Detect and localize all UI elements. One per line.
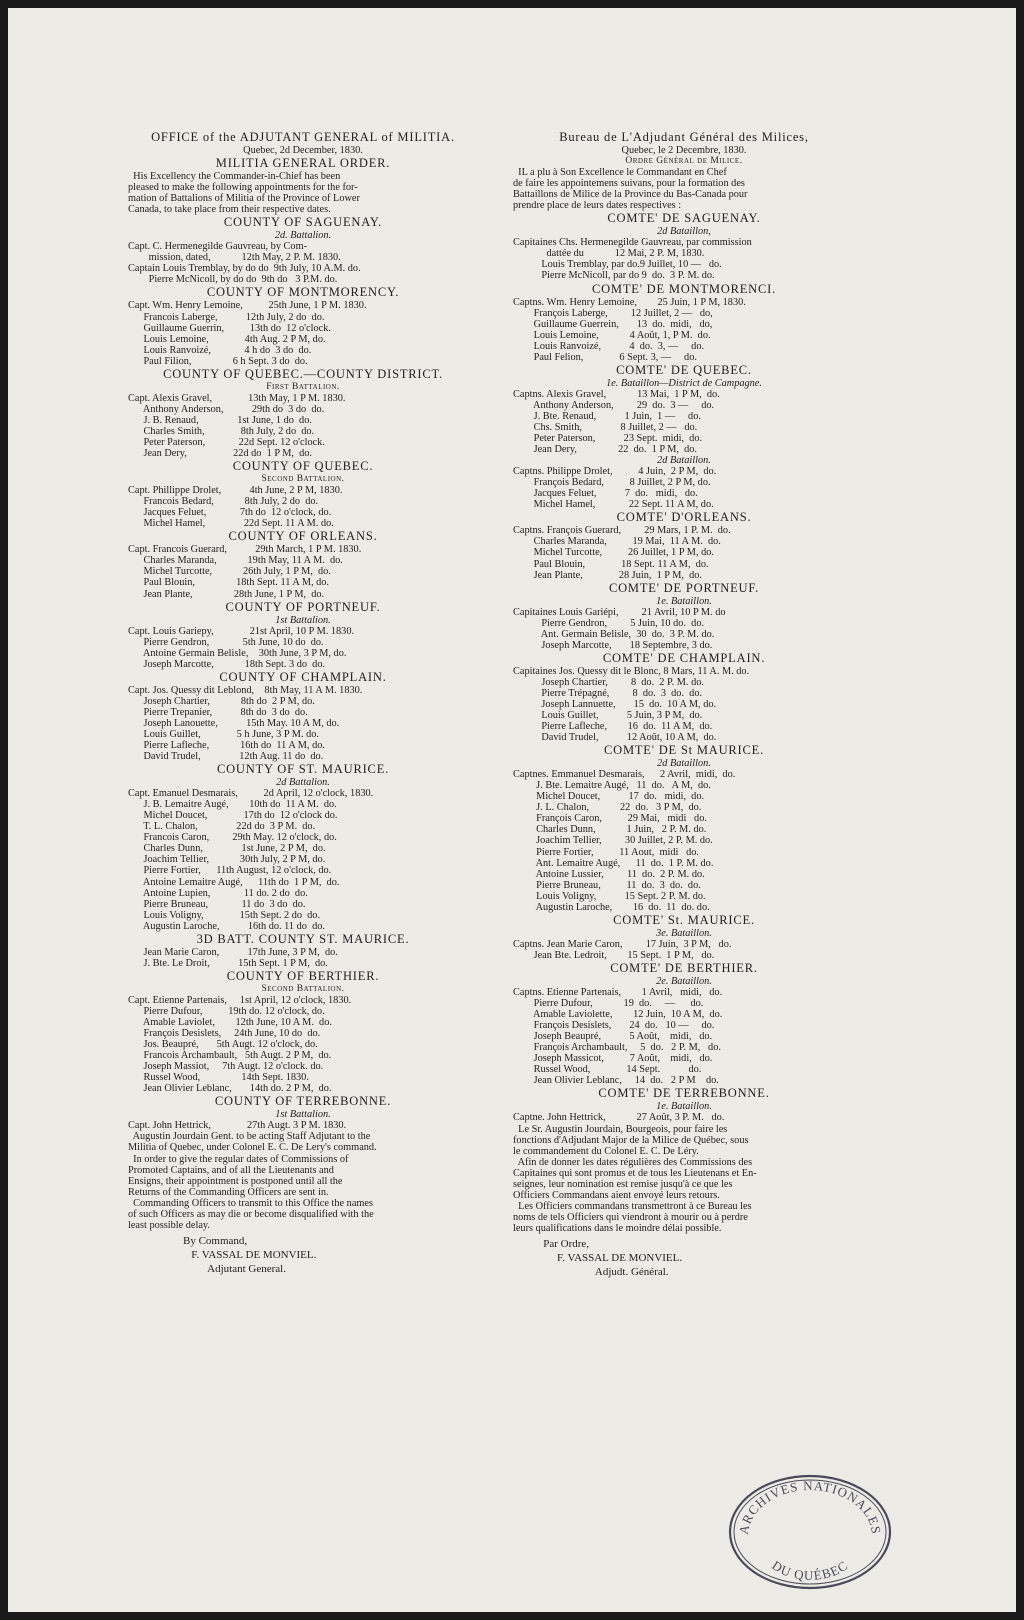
text-line: Militia of Quebec, under Colonel E. C. De Lery's command. bbox=[128, 1142, 377, 1154]
section-heading: COUNTY OF QUEBEC. bbox=[232, 459, 374, 474]
text-line: prendre place de leurs dates respectives : bbox=[513, 200, 682, 212]
english-column bbox=[128, 130, 478, 1276]
text-line: Captns. Philippe Drolet, 4 Juin, 2 P M, do. bbox=[513, 466, 717, 478]
text-line: David Trudel, 12 Août, 10 A M, do. bbox=[513, 732, 717, 744]
text-line: Anthony Anderson, 29 do. 3 — do. bbox=[513, 399, 715, 411]
text-line: Pierre Gendron, 5 Juin, 10 do. do. bbox=[513, 617, 705, 629]
section-heading: COUNTY OF CHAMPLAIN. bbox=[219, 669, 387, 684]
text-line: Amable Laviolette, 12 Juin, 10 A M, do. bbox=[513, 1009, 723, 1021]
text-line: Joseph Marcotte, 18 Septembre, 3 do. bbox=[513, 639, 713, 651]
text-line: mission, dated, 12th May, 2 P. M. 1830. bbox=[128, 252, 341, 264]
text-line: Jean Dery, 22d do 1 P M, do. bbox=[128, 448, 312, 460]
section-heading: COMTE' DE SAGUENAY. bbox=[607, 211, 761, 226]
text-line: His Excellency the Commander-in-Chief has been bbox=[128, 171, 341, 183]
section-heading: OFFICE of the ADJUTANT GENERAL of MILITIA. bbox=[151, 130, 455, 144]
text-line: Augustin Laroche, 16 do. 11 do. do. bbox=[513, 901, 710, 913]
battalion-heading: 3e. Bataillon. bbox=[656, 927, 712, 939]
text-line: Captns. Alexis Gravel, 13 Mai, 1 P M, do. bbox=[513, 388, 720, 400]
text-line: Jean Plante, 28 Juin, 1 P M, do. bbox=[513, 569, 702, 581]
text-line: Jean Olivier Leblanc, 14 do. 2 P M do. bbox=[513, 1075, 719, 1087]
text-line: J. Bte. Le Droit, 15th Sept. 1 P M, do. bbox=[128, 957, 328, 969]
text-line: François Bedard, 8 Juillet, 2 P M, do. bbox=[513, 477, 711, 489]
section-heading: COMTE' DE MONTMORENCI. bbox=[591, 281, 777, 296]
text-line: J. Bte. Lemaitre Augé, 11 do. A M, do. bbox=[513, 780, 711, 792]
text-line: Francois Caron, 29th May. 12 o'clock, do. bbox=[128, 832, 337, 844]
battalion-heading: Second Battalion. bbox=[261, 983, 345, 994]
text-line: Michel Hamel, 22 Sept. 11 A M, do. bbox=[513, 499, 714, 511]
text-line: Charles Dunn, 1st June, 2 P M, do. bbox=[128, 843, 326, 855]
text-line: Paul Felion, 6 Sept. 3, — do. bbox=[513, 351, 697, 363]
text-line: Captain Louis Tremblay, by do do 9th July, 10 A.M. do. bbox=[128, 263, 361, 275]
text-line: Louis Voligny, 15 Sept. 2 P. M. do. bbox=[513, 890, 706, 902]
text-line: Peter Paterson, 22d Sept. 12 o'clock. bbox=[128, 436, 325, 448]
text-line: Louis Voligny, 15th Sept. 2 do do. bbox=[128, 909, 321, 921]
text-line: Capt. Francois Guerard, 29th March, 1 P M. 1830. bbox=[128, 544, 362, 556]
text-line: Joseph Massiot, 7th Augt. 12 o'clock. do. bbox=[128, 1061, 324, 1073]
section-heading: 3D BATT. COUNTY ST. MAURICE. bbox=[196, 931, 410, 946]
section-heading: COUNTY OF ST. MAURICE. bbox=[216, 762, 390, 777]
text-line: Captnes. Emmanuel Desmarais, 2 Avril, midi, do. bbox=[513, 769, 736, 781]
text-line: Louis Lemoine, 4 Août, 1, P M. do. bbox=[513, 329, 711, 341]
text-line: Capitaines Jos. Quessy dit le Blonc, 8 Mars, 11 A. M. do. bbox=[513, 665, 750, 677]
text-line: Joachim Tellier, 30th July, 2 P M, do. bbox=[128, 854, 326, 866]
text-line: Pierre Fortier, 11 Aout, midi do. bbox=[513, 846, 699, 858]
text-line: Capt. Jos. Quessy dit Leblond, 8th May, 11 A M. 1830. bbox=[128, 684, 363, 696]
text-line: Ant. Lemaitre Augé, 11 do. 1 P. M. do. bbox=[513, 857, 714, 869]
section-heading: MILITIA GENERAL ORDER. bbox=[215, 156, 391, 171]
text-line: T. L. Chalon, 22d do 3 P M. do. bbox=[128, 821, 316, 833]
text-line: Russel Wood, 14 Sept. do. bbox=[513, 1064, 702, 1076]
text-line: Antoine Lemaitre Augé, 11th do 1 P M, do. bbox=[128, 876, 340, 888]
text-line: Joachim Tellier, 30 Juillet, 2 P. M. do. bbox=[513, 835, 713, 847]
text-line: Paul Filion, 6 h Sept. 3 do do. bbox=[128, 355, 308, 367]
battalion-heading: Ordre Général de Milice. bbox=[625, 156, 743, 167]
section-heading: COMTE' D'ORLEANS. bbox=[616, 510, 752, 525]
text-line: mation of Battalions of Militia of the Province of Lower bbox=[128, 193, 360, 205]
text-line: Pierre Lafleche, 16 do. 11 A M, do. bbox=[513, 721, 713, 733]
text-line: Charles Smith, 8th July, 2 do do. bbox=[128, 425, 315, 437]
text-line: Louis Lemoine, 4th Aug. 2 P M, do. bbox=[128, 333, 326, 345]
text-line: Joseph Marcotte, 18th Sept. 3 do do. bbox=[128, 658, 326, 670]
text-line: Captns. Jean Marie Caron, 17 Juin, 3 P M, do. bbox=[513, 938, 732, 950]
text-line: Michel Turcotte, 26th July, 1 P M, do. bbox=[128, 566, 331, 578]
battalion-heading: Second Battalion. bbox=[261, 474, 345, 485]
text-line: Pierre Dufour, 19th do. 12 o'clock, do. bbox=[128, 1005, 325, 1017]
text-line: leurs qualifications dans le moindre délai possible. bbox=[513, 1222, 722, 1234]
text-line: François Caron, 29 Mai, midi do. bbox=[513, 813, 707, 825]
text-line: François Desislets, 24 do. 10 — do. bbox=[513, 1020, 715, 1032]
text-line: of such Officers as may die or become disqualified with the bbox=[128, 1208, 374, 1220]
signature-line: Adjudt. Général. bbox=[513, 1265, 669, 1278]
svg-text:ARCHIVES NATIONALES bbox=[736, 1478, 884, 1536]
text-line: dattée du 12 Mai, 2 P. M, 1830. bbox=[513, 248, 705, 260]
battalion-heading: 1st Battalion. bbox=[275, 614, 331, 626]
section-heading: COMTE' DE BERTHIER. bbox=[610, 960, 758, 975]
signature-line: Adjutant General. bbox=[128, 1262, 286, 1275]
french-column bbox=[513, 130, 855, 1279]
text-line: Michel Hamel, 22d Sept. 11 A M. do. bbox=[128, 518, 334, 530]
section-heading: COMTE' DE CHAMPLAIN. bbox=[602, 650, 766, 665]
text-line: Pierre Bruneau, 11 do 3 do do. bbox=[128, 898, 306, 910]
archives-stamp bbox=[726, 1470, 894, 1590]
battalion-heading: 2d Battalion. bbox=[276, 777, 330, 789]
text-line: Charles Maranda, 19 Mai, 11 A M. do. bbox=[513, 536, 721, 548]
text-line: Pierre Trépagné, 8 do. 3 do. do. bbox=[513, 687, 703, 699]
text-line: Amable Laviolet, 12th June, 10 A M. do. bbox=[128, 1017, 332, 1028]
text-line: Augustin Laroche, 16th do. 11 do do. bbox=[128, 920, 325, 932]
text-line: Jean Olivier Leblanc, 14th do. 2 P M, do. bbox=[128, 1083, 332, 1095]
section-heading: COUNTY OF TERREBONNE. bbox=[214, 1094, 392, 1109]
section-heading: COUNTY OF SAGUENAY. bbox=[223, 215, 383, 230]
text-line: Pierre Gendron, 5th June, 10 do do. bbox=[128, 636, 324, 648]
text-line: Capt. Louis Gariepy, 21st April, 10 P M. 1830. bbox=[128, 625, 355, 637]
text-line: Quebec, le 2 Decembre, 1830. bbox=[621, 145, 747, 156]
battalion-heading: 2d Bataillon. bbox=[657, 758, 711, 770]
text-line: Capt. Etienne Partenais, 1st April, 12 o'clock, 1830. bbox=[128, 994, 352, 1006]
text-line: Quebec, 2d December, 1830. bbox=[243, 145, 363, 156]
text-line: Battaillons de Milice de la Province du Bas-Canada pour bbox=[513, 189, 748, 201]
text-line: Capt. Wm. Henry Lemoine, 25th June, 1 P M. 1830. bbox=[128, 300, 367, 312]
text-line: Guillaume Guerrin, 13th do 12 o'clock. bbox=[128, 322, 331, 334]
text-line: Officiers Commandans aient envoyé leurs retours. bbox=[513, 1189, 720, 1201]
battalion-heading: 2d Bataillon, bbox=[657, 226, 711, 238]
text-line: Capitaines Louis Gariépi, 21 Avril, 10 P M. do bbox=[513, 606, 726, 618]
text-line: J. B. Renaud, 1st June, 1 do do. bbox=[128, 414, 312, 426]
text-line: Peter Paterson, 23 Sept. midi, do. bbox=[513, 433, 703, 445]
text-line: Louis Ranvoizé, 4 h do 3 do do. bbox=[128, 344, 312, 356]
signature-line: F. VASSAL DE MONVIEL. bbox=[128, 1248, 317, 1261]
text-line: Capt. Alexis Gravel, 13th May, 1 P M. 1830. bbox=[128, 392, 346, 404]
section-heading: COMTE' St. MAURICE. bbox=[613, 912, 755, 927]
text-line: Promoted Captains, and of all the Lieutenants and bbox=[128, 1164, 334, 1176]
text-line: pleased to make the following appointments for the for- bbox=[128, 182, 358, 194]
text-line: Paul Blouin, 18 Sept. 11 A M, do. bbox=[513, 558, 709, 570]
text-line: François Archambault, 5 do. 2 P. M, do. bbox=[513, 1042, 721, 1054]
text-line: Joseph Lannuette, 15 do. 10 A M, do. bbox=[513, 698, 717, 710]
section-heading: COMTE' DE QUEBEC. bbox=[616, 362, 752, 377]
text-line: Jean Marie Caron, 17th June, 3 P M, do. bbox=[128, 946, 338, 958]
text-line: François Desislets, 24th June, 10 do do. bbox=[128, 1028, 321, 1040]
text-line: Captns. Etienne Partenais, 1 Avril, midi, do. bbox=[513, 987, 723, 998]
signature-line: F. VASSAL DE MONVIEL. bbox=[513, 1251, 683, 1264]
document-sheet bbox=[8, 8, 1016, 1612]
text-line: Pierre Lafleche, 16th do 11 A M, do. bbox=[128, 740, 325, 752]
battalion-heading: 2d Bataillon. bbox=[657, 455, 711, 467]
text-line: François Laberge, 12 Juillet, 2 — do, bbox=[513, 307, 713, 319]
text-line: Pierre Fortier, 11th August, 12 o'clock, do. bbox=[128, 865, 332, 877]
text-line: Joseph Chartier, 8th do 2 P M, do. bbox=[128, 695, 315, 707]
text-line: Joseph Beaupré, 5 Août, midi, do. bbox=[513, 1031, 713, 1043]
text-line: Capitaines qui sont promus et de tous les Lieutenans et En- bbox=[513, 1167, 757, 1179]
section-heading: COUNTY OF QUEBEC.—COUNTY DISTRICT. bbox=[163, 366, 443, 381]
signature-line: By Command, bbox=[128, 1234, 248, 1247]
text-line: Guillaume Guerrein, 13 do. midi, do, bbox=[513, 318, 713, 330]
text-line: Capitaines Chs. Hermenegilde Gauvreau, par commission bbox=[513, 237, 752, 249]
text-line: Jos. Beaupré, 5th Augt. 12 o'clock, do. bbox=[128, 1039, 318, 1051]
text-line: least possible delay. bbox=[128, 1219, 210, 1231]
text-line: Les Officiers commandans transmettront à ce Bureau les bbox=[513, 1200, 752, 1212]
stamp-top-text: ARCHIVES NATIONALES bbox=[735, 1477, 885, 1536]
text-line: Jean Bte. Ledroit, 15 Sept. 1 P M, do. bbox=[513, 949, 715, 961]
text-line: Canada, to take place from their respective dates. bbox=[128, 204, 331, 216]
text-line: Capt. C. Hermenegilde Gauvreau, by Com- bbox=[128, 241, 308, 253]
text-line: Pierre Bruneau, 11 do. 3 do. do. bbox=[513, 879, 701, 891]
text-line: J. Bte. Renaud, 1 Juin, 1 — do. bbox=[513, 410, 701, 422]
text-line: Charles Dunn, 1 Juin, 2 P. M. do. bbox=[513, 824, 707, 836]
text-line: Captne. John Hettrick, 27 Août, 3 P. M. do. bbox=[513, 1112, 725, 1124]
section-heading: COMTE' DE PORTNEUF. bbox=[608, 580, 760, 595]
section-heading: Bureau de L'Adjudant Général des Milices, bbox=[559, 130, 809, 144]
section-heading: COUNTY OF BERTHIER. bbox=[226, 968, 380, 983]
text-line: Le Sr. Augustin Jourdain, Bourgeois, pour faire les bbox=[513, 1123, 728, 1135]
text-line: Francois Bedard, 8th July, 2 do do. bbox=[128, 496, 319, 508]
text-line: Capt. Emanuel Desmarais, 2d April, 12 o'clock, 1830. bbox=[128, 788, 374, 800]
text-line: Joseph Lanouette, 15th May. 10 A M, do. bbox=[128, 717, 340, 729]
text-line: Augustin Jourdain Gent. to be acting Staff Adjutant to the bbox=[128, 1131, 371, 1143]
signature-line: Par Ordre, bbox=[513, 1237, 590, 1250]
stamp-bottom-text: DU QUÉBEC bbox=[769, 1557, 851, 1583]
text-line: Jean Plante, 28th June, 1 P M, do. bbox=[128, 588, 325, 600]
text-line: Michel Doucet, 17th do 12 o'clock do. bbox=[128, 810, 338, 822]
text-line: Charles Maranda, 19th May, 11 A M. do. bbox=[128, 555, 343, 567]
text-line: Louis Guillet, 5 h June, 3 P M. do. bbox=[128, 728, 319, 740]
battalion-heading: 1e. Bataillon. bbox=[656, 1101, 712, 1113]
battalion-heading: 1e. Bataillon—District de Campagne. bbox=[606, 377, 762, 389]
text-line: Francois Laberge, 12th July, 2 do do. bbox=[128, 311, 325, 323]
text-line: Pierre Trepanier, 8th do 3 do do. bbox=[128, 706, 308, 718]
text-line: Capt. John Hettrick, 27th Augt. 3 P M. 1830. bbox=[128, 1120, 347, 1132]
text-line: Pierre McNicoll, by do do 9th do 3 P.M. do. bbox=[128, 274, 338, 286]
text-line: Joseph Massicot, 7 Août, midi, do. bbox=[513, 1053, 713, 1065]
text-line: Michel Doucet, 17 do. midi, do. bbox=[513, 791, 705, 803]
text-line: Jacques Feluet, 7th do 12 o'clock, do. bbox=[128, 507, 332, 519]
text-line: J. L. Chalon, 22 do. 3 P M, do. bbox=[513, 802, 702, 814]
text-line: Antoine Lupien, 11 do. 2 do do. bbox=[128, 887, 308, 899]
text-line: Russel Wood, 14th Sept. 1830. bbox=[128, 1072, 309, 1084]
text-line: J. B. Lemaitre Augé, 10th do 11 A M. do. bbox=[128, 799, 337, 811]
text-line: IL a plu à Son Excellence le Commandant en Chef bbox=[513, 167, 727, 179]
text-line: Capt. Phillippe Drolet, 4th June, 2 P M, 1830. bbox=[128, 485, 343, 497]
svg-text:DU QUÉBEC bbox=[769, 1557, 850, 1582]
section-heading: COUNTY OF PORTNEUF. bbox=[225, 599, 381, 614]
text-line: Louis Ranvoizé, 4 do. 3, — do. bbox=[513, 340, 705, 352]
text-line: Ensigns, their appointment is postponed until all the bbox=[128, 1175, 343, 1187]
text-line: fonctions d'Adjudant Major de la Milice de Québec, sous bbox=[513, 1134, 749, 1146]
text-line: seignes, leur nomination est remise jusqu'à ce que les bbox=[513, 1178, 733, 1190]
battalion-heading: 1e. Bataillon. bbox=[656, 595, 712, 607]
battalion-heading: 2e. Bataillon. bbox=[656, 975, 712, 987]
text-line: Louis Tremblay, par do.9 Juillet, 10 — do. bbox=[513, 259, 722, 271]
section-heading: COMTE' DE St MAURICE. bbox=[603, 743, 765, 758]
text-line: Anthony Anderson, 29th do 3 do do. bbox=[128, 403, 325, 415]
text-line: Pierre Dufour, 19 do. — do. bbox=[513, 998, 704, 1010]
text-line: Afin de donner les dates régulières des Commissions des bbox=[513, 1156, 753, 1168]
text-line: Louis Guillet, 5 Juin, 3 P M, do. bbox=[513, 710, 703, 722]
text-line: le commandement du Colonel E. C. De Léry. bbox=[513, 1145, 699, 1157]
text-line: Chs. Smith, 8 Juillet, 2 — do. bbox=[513, 421, 698, 433]
text-line: In order to give the regular dates of Commissions of bbox=[128, 1153, 349, 1165]
section-heading: COUNTY OF MONTMORENCY. bbox=[206, 285, 400, 300]
text-line: Michel Turcotte, 26 Juillet, 1 P M, do. bbox=[513, 547, 714, 559]
text-line: de faire les appointemens suivans, pour la formation des bbox=[513, 178, 745, 190]
text-line: Pierre McNicoll, par do 9 do. 3 P. M. do. bbox=[513, 270, 715, 282]
battalion-heading: First Battalion. bbox=[266, 381, 340, 392]
text-line: Returns of the Commanding Officers are sent in. bbox=[128, 1186, 329, 1198]
text-line: Joseph Chartier, 8 do. 2 P. M. do. bbox=[513, 676, 704, 688]
text-line: Jacques Feluet, 7 do. midi, do. bbox=[513, 488, 698, 500]
battalion-heading: 1st Battalion. bbox=[275, 1109, 331, 1121]
text-line: Francois Archambault, 5th Augt. 2 P M, do. bbox=[128, 1050, 332, 1062]
section-heading: COMTE' DE TERREBONNE. bbox=[598, 1086, 770, 1101]
text-line: Ant. Germain Belisle, 30 do. 3 P. M. do. bbox=[513, 628, 715, 640]
battalion-heading: 2d. Battalion. bbox=[274, 230, 332, 242]
text-line: Paul Blouin, 18th Sept. 11 A M, do. bbox=[128, 577, 329, 589]
text-line: Captns. François Guerard, 29 Mars, 1 P. M. do. bbox=[513, 525, 731, 537]
text-line: Commanding Officers to transmit to this Office the names bbox=[128, 1197, 373, 1209]
text-line: Antoine Lussier, 11 do. 2 P. M. do. bbox=[513, 868, 705, 880]
text-line: Jean Dery, 22 do. 1 P M, do. bbox=[513, 444, 697, 456]
text-line: noms de tels Officiers qui viendront à mourir ou à perdre bbox=[513, 1211, 748, 1223]
text-line: Antoine Germain Belisle, 30th June, 3 P M, do. bbox=[128, 647, 347, 659]
section-heading: COUNTY OF ORLEANS. bbox=[228, 529, 378, 544]
text-line: David Trudel, 12th Aug. 11 do do. bbox=[128, 751, 324, 763]
text-line: Captns. Wm. Henry Lemoine, 25 Juin, 1 P M, 1830. bbox=[513, 296, 746, 308]
